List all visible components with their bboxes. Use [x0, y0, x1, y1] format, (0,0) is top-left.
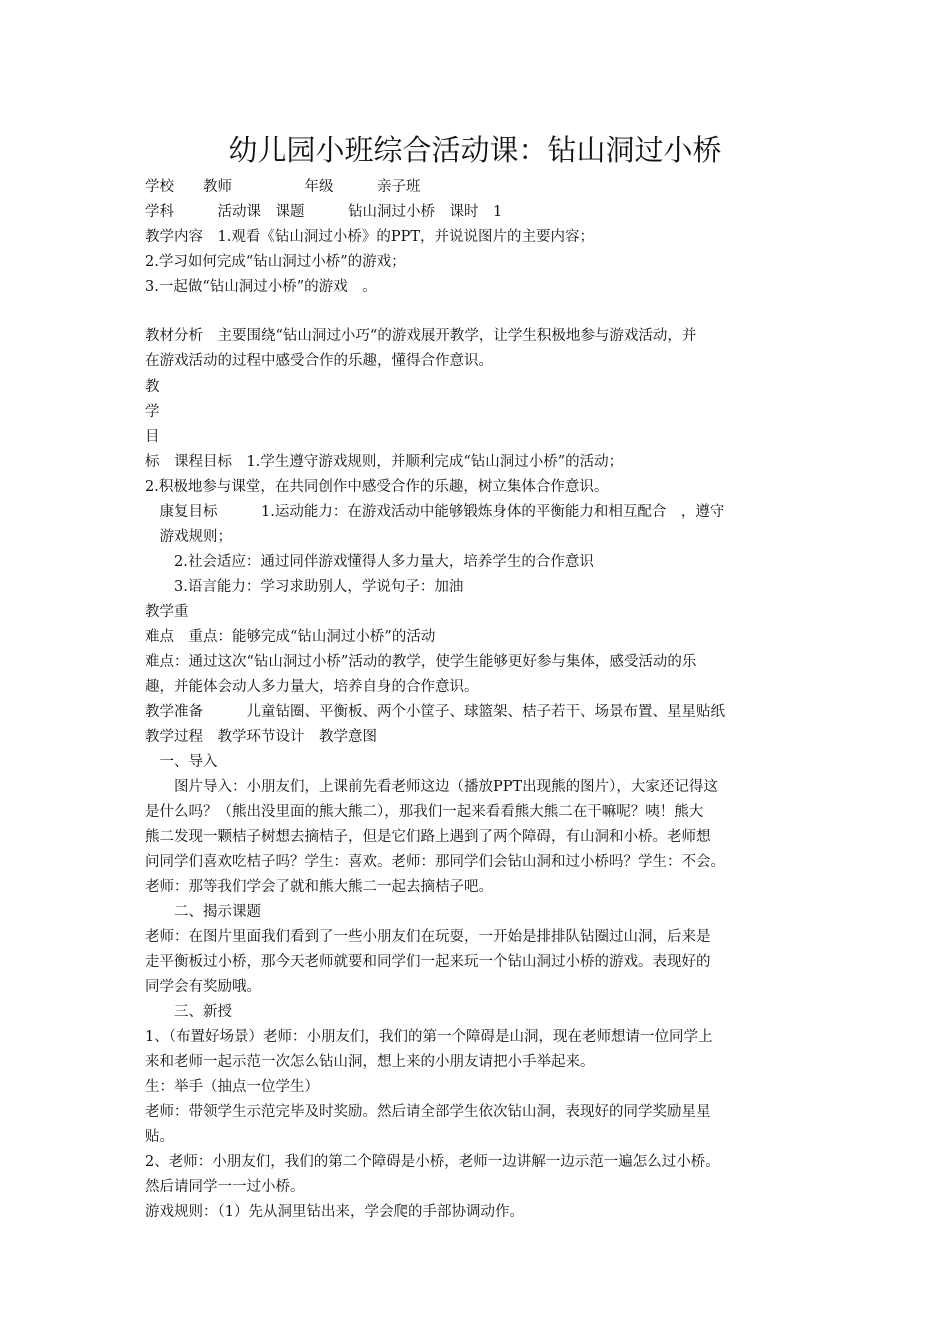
content-line: 教学内容 1.观看《钻山洞过小桥》的PPT，并说说图片的主要内容；: [145, 229, 595, 245]
new-lesson-line: 老师：带领学生示范完毕及时奖励。然后请全部学生依次钻山洞，表现好的同学奖励星星: [145, 1104, 711, 1120]
analysis-line: 教材分析 主要围绕“钻山洞过小巧“的游戏展开教学，让学生积极地参与游戏活动，并: [145, 328, 697, 344]
new-lesson-line: 1、（布置好场景）老师：小朋友们，我们的第一个障碍是山洞，现在老师想请一位同学上: [145, 1029, 713, 1045]
intro-paragraph-line: 熊二发现一颗桔子树想去摘桔子，但是它们路上遇到了两个障碍，有山洞和小桥。老师想: [145, 829, 711, 845]
key-points-label: 教学重: [145, 604, 189, 620]
topic-paragraph-line: 同学会有奖励哦。: [145, 979, 261, 995]
new-lesson-line: 2、老师：小朋友们，我们的第二个障碍是小桥，老师一边讲解一边示范一遍怎么过小桥。: [145, 1154, 720, 1170]
intro-paragraph-line: 老师：那等我们学会了就和熊大熊二一起去摘桔子吧。: [145, 879, 493, 895]
rehab-goal-line: 游戏规则；: [145, 529, 232, 545]
section-heading: 三、新授: [145, 1004, 232, 1020]
content-line: 3.一起做“钻山洞过小桥”的游戏 。: [145, 279, 377, 295]
rehab-goal-line: 2.社会适应：通过同伴游戏懂得人多力量大，培养学生的合作意识: [145, 554, 594, 570]
intro-paragraph-line: 问同学们喜欢吃桔子吗？学生：喜欢。老师：那同学们会钻山洞和过小桥吗？学生：不会。: [145, 854, 725, 870]
game-rules-line: 游戏规则：（1）先从洞里钻出来，学会爬的手部协调动作。: [145, 1204, 524, 1220]
info-line-school: 学校 教师 年级 亲子班: [145, 179, 421, 195]
key-points-line: 难点 重点：能够完成“钻山洞过小桥”的活动: [145, 629, 436, 645]
new-lesson-line: 生：举手（抽点一位学生）: [145, 1079, 319, 1095]
goal-line: 2.积极地参与课堂，在共同创作中感受合作的乐趣，树立集体合作意识。: [145, 479, 609, 495]
goal-line: 标 课程目标 1.学生遵守游戏规则，并顺利完成“钻山洞过小桥”的活动；: [145, 454, 624, 470]
goal-label-char: 学: [145, 404, 160, 420]
document-title: 幼儿园小班综合活动课：钻山洞过小桥: [228, 133, 722, 167]
new-lesson-line: 然后请同学一一过小桥。: [145, 1179, 305, 1195]
content-line: 2.学习如何完成“钻山洞过小桥”的游戏；: [145, 254, 406, 270]
process-header-line: 教学过程 教学环节设计 教学意图: [145, 729, 377, 745]
rehab-goal-line: 康复目标 1.运动能力：在游戏活动中能够锻炼身体的平衡能力和相互配合 ，遵守: [145, 504, 725, 520]
new-lesson-line: 贴。: [145, 1129, 174, 1145]
topic-paragraph-line: 老师：在图片里面我们看到了一些小朋友们在玩耍，一开始是排排队钻圈过山洞，后来是: [145, 929, 711, 945]
intro-paragraph-line: 是什么吗？（熊出没里面的熊大熊二），那我们一起来看看熊大熊二在干嘛呢？咦！熊大: [145, 804, 704, 820]
section-heading: 一、导入: [145, 754, 218, 770]
section-heading: 二、揭示课题: [145, 904, 261, 920]
topic-paragraph-line: 走平衡板过小桥，那今天老师就要和同学们一起来玩一个钻山洞过小桥的游戏。表现好的: [145, 954, 711, 970]
new-lesson-line: 来和老师一起示范一次怎么钻山洞，想上来的小朋友请把小手举起来。: [145, 1054, 595, 1070]
difficulty-line: 难点：通过这次“钻山洞过小桥”活动的教学，使学生能够更好参与集体，感受活动的乐: [145, 654, 697, 670]
rehab-goal-line: 3.语言能力：学习求助别人，学说句子：加油: [145, 579, 464, 595]
analysis-line: 在游戏活动的过程中感受合作的乐趣，懂得合作意识。: [145, 353, 493, 369]
info-line-subject: 学科 活动课 课题 钻山洞过小桥 课时 1: [145, 204, 503, 220]
intro-paragraph-line: 图片导入：小朋友们，上课前先看老师这边（播放PPT出现熊的图片），大家还记得这: [145, 779, 718, 795]
difficulty-line: 趣，并能体会动人多力量大，培养自身的合作意识。: [145, 679, 479, 695]
goal-label-char: 教: [145, 379, 160, 395]
goal-label-char: 目: [145, 429, 160, 445]
preparation-line: 教学准备 儿童钻圈、平衡板、两个小筐子、球篮架、桔子若干、场景布置、星星贴纸: [145, 704, 725, 720]
